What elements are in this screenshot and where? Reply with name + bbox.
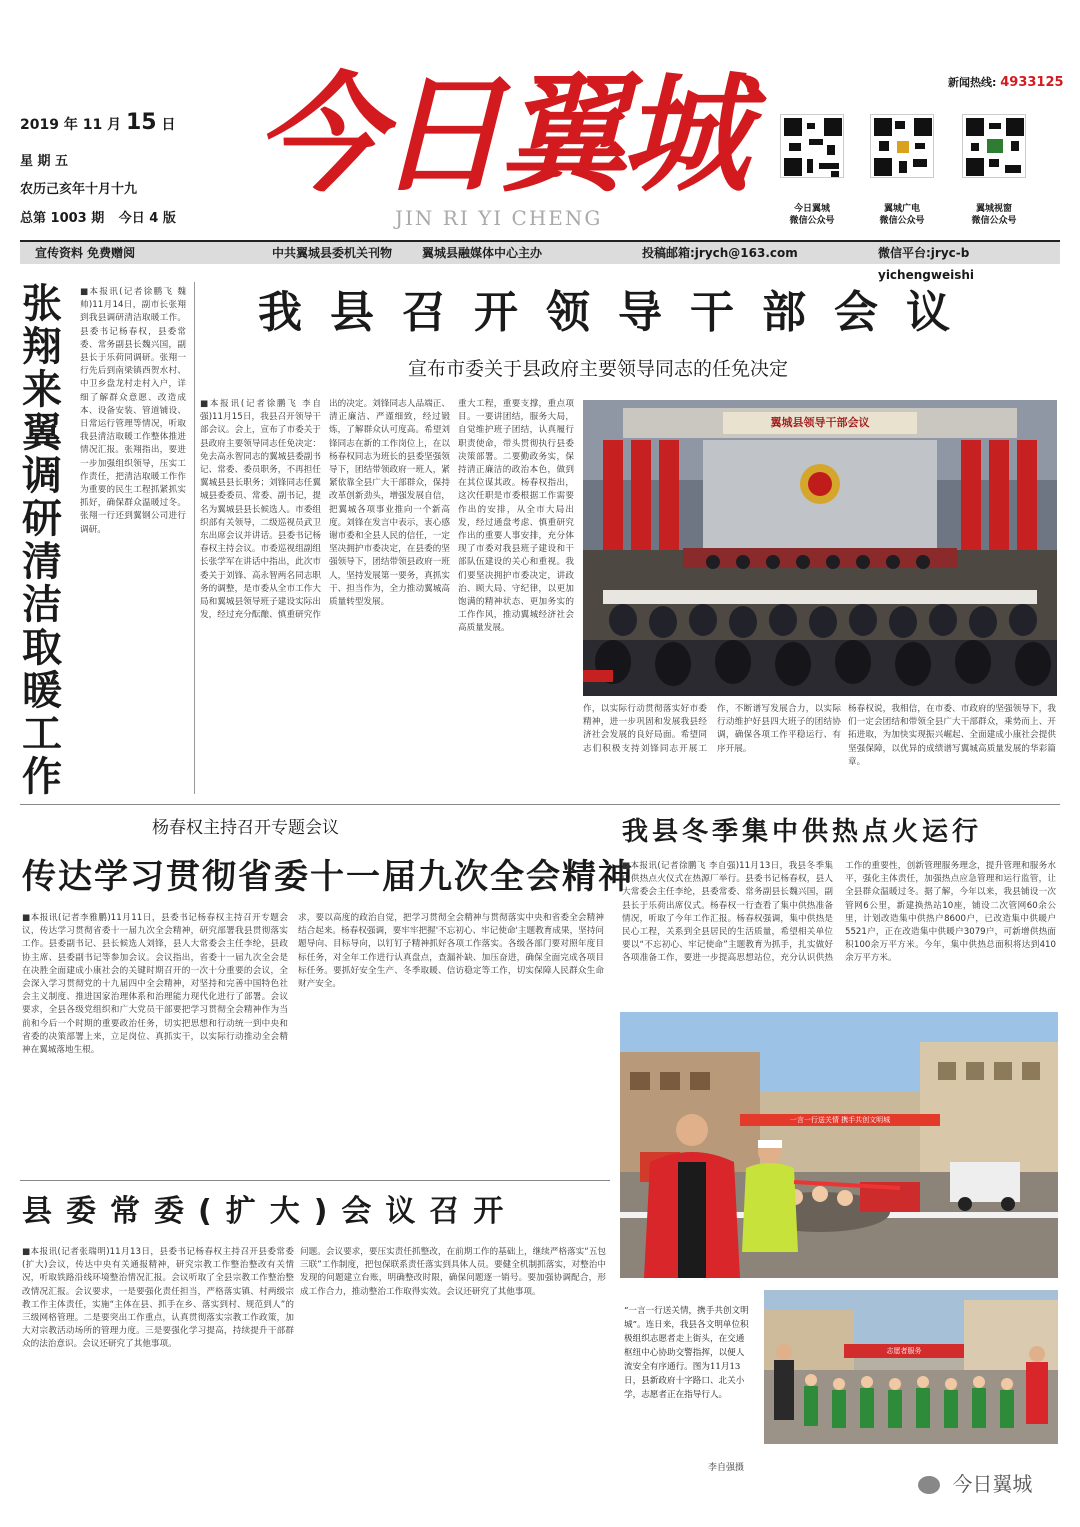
lead-subheadline: 宣布市委关于县政府主要领导同志的任免决定	[408, 358, 789, 380]
qr-label-2	[866, 203, 938, 227]
band-sponsor: 中共翼城县委机关刊物	[272, 246, 393, 260]
standing-body-right: 问题。会议要求，要压实责任抓整改，在前期工作的基础上，继续严格落实“五包三联”工作制度，把包保联系责任落实到具体人员。要健全机制抓落实，对整治中发现的问题建立台账，明确整改时限，确保问题逐一销号。要加强协调配合，形成工作合力，推动整治工作取得实效。会议还研究了其他事项。	[300, 1247, 606, 1297]
date-day: 15	[125, 110, 157, 135]
heating-body: ■本报讯(记者徐鹏飞 李自强)11月13日，我县冬季集中供热点火仪式在热源厂举行。县委书记杨春权，县人大常委会主任李纶，县委常委、常务副县长魏兴国，副县长于乐荷出席仪式。杨春权一行查看了集中供热准备情况，听取了今年工作汇报。杨春权强调，集中供热是民心工程，关系到全县居民的生活质量，希望相关单位要以“不忘初心、牢记使命”主题教育为抓手，扎实做好各项准备工作，要进一步提高思想站位，充分认识供热工作的重要性，创新管理服务理念，提升管理和服务水平，强化主体责任，加强热点应急管理和运行监管，让全县群众温暖过冬。据了解，今年以来，我县铺设一次管网6公里，新建换热站10座，铺设二次管网60余公里，计划改造集中供热户8600户，已改造集中供暖户5521户，正在改造集中供暖户3079户，可新增供热面积100余万平方米。今年，集中供热总面积将达到410余万平方米。	[622, 861, 1056, 964]
plaza-photo-graphic	[620, 1012, 1058, 1278]
lead-headline: 我县召开领导干部会议	[258, 287, 978, 338]
date-prefix: 2019 年 11 月	[20, 117, 122, 133]
qr-label-1	[776, 203, 848, 227]
issue-number: 总第 1003 期	[20, 211, 105, 226]
crowd-photo-graphic	[764, 1290, 1058, 1444]
date-line	[20, 110, 175, 135]
section-rule-2	[20, 1180, 610, 1181]
column-divider	[194, 282, 195, 794]
meeting-photo-banner: 翼城县领导干部会议	[770, 416, 870, 429]
standing-headline: 县委常委(扩大)会议召开	[22, 1194, 518, 1229]
band-email: 投稿邮箱:jrych@163.com	[642, 246, 798, 260]
plaza-photo	[620, 1012, 1058, 1278]
plenary-body-left: ■本报讯(记者李雅鹏)11月11日，县委书记杨春权主持召开专题会议，传达学习贯彻省委十一届九次全会精神，研究部署我县贯彻落实工作。县委副书记、县长候选人刘锋，县人大常委会主任李纶，县政协主席、县委副书记等参加会议。会议指出，省委十一届九次全会是在决胜全面建成小康社会的关键时期召开的一次十分重要的会议，全会深入学习贯彻党的十九届四中全会精神，对坚持和完善中国特色社会主义制度、推进国家治理体系和治理能力现代化进行了部署。会议要求，全县各级党组织和广大党员干部要把学习贯彻全会精神作为当前和今后一个时期的重要政治任务，切实把思想和行动统一到中央和省委的决策部署上来，立足岗位、真抓实干，以实际行动推动全会精神在翼城落地生根。	[22, 913, 288, 1056]
lead-body-mid: 重大工程，重要支撑，重点项目。一要讲团结，服务大局，自觉维护班子团结，认真履行职责使命，带头贯彻执行县委决策部署。二要勤政务实，保持清正廉洁的政治本色，做到在其位谋其政。杨春权指出，这次任职是市委根据工作需要作出的安排，从全市大局出发，经过通盘考虑、慎重研究作出的重要人事安排，充分体现了市委对我县班子建设和干部队伍建设的关心和重视。我们要坚决拥护市委决定，讲政治、顾大局、守纪律，以更加饱满的精神状态、更加务实的工作作风，推动翼城经济社会高质量发展。	[458, 399, 574, 634]
plenary-kicker: 杨春权主持召开专题会议	[152, 818, 339, 838]
photo-credit: 李自强摄	[708, 1463, 745, 1473]
band-free-copy: 宣传资料 免费赠阅	[35, 246, 136, 260]
weekday: 星 期 五	[20, 154, 69, 169]
heating-headline: 我县冬季集中供热点火运行	[622, 817, 983, 847]
band-wechat: 微信平台:jryc-b yichengweishi	[878, 246, 974, 282]
standing-body-left: ■本报讯(记者张瑞明)11月13日，县委书记杨春权主持召开县委常委(扩大)会议，传达中央有关通报精神，研究宗教工作整治整改有关情况，听取铁路沿线环境整治情况汇报。会议听取了全县宗教工作整治整改情况汇报。会议要求，一是要强化责任担当，严格落实镇、村两级宗教工作主体责任，实施“主体在县、抓手在乡、落实到村、规范到人”的三级网格管理。二是要突出工作重点，认真贯彻落实宗教工作政策，加大对宗教活动场所的管理力度。三是要强化学习提高，持续提升干部群众的法治意识。会议还研究了其他事项。	[22, 1247, 294, 1350]
edition: 今日 4 版	[118, 211, 176, 226]
vertical-article-body: ■本报讯(记者徐鹏飞 魏帅)11月14日，副市长张翔到我县调研清洁取暖工作。县委书记杨春权，县委常委、常务副县长魏兴国，副县长于乐荷同调研。张翔一行先后到南梁镇西贺水村、中卫乡盘龙村走村入户，详细了解群众意愿、改造成本、设备安装、管道铺设、日常运行管理等情况，听取我县清洁取暖工作整体推进情况汇报。张翔指出，要进一步加强组织领导，压实工作责任，把清洁取暖工作作为重要的民生工程抓紧抓实抓好，确保群众温暖过冬。张翔一行还到翼钢公司进行调研。	[80, 287, 186, 535]
photo-caption: “一言一行送关情，携手共创文明城”。连日来，我县各文明单位积极组织志愿者走上街头，在交通枢纽中心协助交警指挥，以便人流安全有序通行。图为11月13日，县新政府十字路口、北关小学，志愿者正在指导行人。	[624, 1306, 749, 1400]
qr-label-2-name: 翼城广电	[883, 204, 920, 214]
meeting-photo	[583, 400, 1057, 696]
plaza-banner: 一言一行送关情 携手共创文明城	[789, 1116, 891, 1124]
qr-label-3-sub: 微信公众号	[971, 216, 1017, 226]
masthead: 今日翼城	[255, 60, 744, 210]
meeting-photo-graphic	[583, 400, 1057, 696]
wechat-icon	[918, 1476, 940, 1494]
qr-label-1-sub: 微信公众号	[789, 216, 835, 226]
plenary-body-right: 求，要以高度的政治自觉，把学习贯彻全会精神与贯彻落实中央和省委全会精神结合起来。杨春权强调，要牢牢把握'不忘初心、牢记使命'主题教育成果，坚持问题导向、目标导向，以钉钉子精神抓好各项工作落实。各级各部门要对照年度目标任务，对全年工作进行认真盘点，查漏补缺、加压奋进，确保全面完成各项目标任务。要抓好安全生产、冬季取暖、信访稳定等工作，切实保障人民群众生命财产安全。	[298, 913, 604, 990]
vertical-headline: 张翔来翼调研清洁取暖工作	[22, 280, 62, 800]
qr-label-1-name: 今日翼城	[793, 204, 830, 214]
qr-label-3	[958, 203, 1030, 227]
watermark-text: 今日翼城	[952, 1472, 1033, 1496]
plenary-headline: 传达学习贯彻省委十一届九次全会精神	[22, 857, 634, 897]
lunar-date: 农历己亥年十月十九	[20, 182, 138, 197]
hotline-label: 新闻热线:	[948, 76, 997, 89]
date-suffix: 日	[161, 117, 176, 133]
issue-info	[20, 207, 176, 226]
lead-body-bottom-a: 作，以实际行动贯彻落实好市委精神，进一步巩固和发展我县经济社会发展的良好局面。希望同志们积极支持刘锋同志开展工作，不断谱写发展合力，以实际行动维护好县四大班子的团结协调，确保各项工作平稳运行、有序开展。	[583, 704, 841, 754]
crowd-banner: 志愿者服务	[886, 1347, 922, 1355]
hotline-number: 4933125	[1000, 75, 1064, 90]
hotline	[948, 74, 1064, 90]
info-band	[20, 240, 1060, 282]
qr-code-jinriyicheng	[780, 114, 844, 178]
band-host: 翼城县融媒体中心主办	[422, 246, 543, 260]
lead-body-bottom-b: 杨春权说，我相信，在市委、市政府的坚强领导下，我们一定会团结和带领全县广大干部群众，乘势而上、开拓进取，为加快实现振兴崛起、全面建成小康社会提供坚强保障，以优异的成绩谱写翼城高质量发展的华彩篇章。	[848, 704, 1056, 767]
lead-body-left: ■本报讯(记者徐鹏飞 李自强)11月15日，我县召开领导干部会议。会上，宣布了市委关于县政府主要领导同志任免决定：免去高永智同志的翼城县委副书记、常委、委员职务，不再担任翼城县县长职务；刘锋同志任翼城县委委员、常委、副书记，提名为翼城县县长候选人。市委组织部有关领导，二级巡视员武卫东出席会议并讲话。县委书记杨春权主持会议。市委巡视组副组长张学军在讲话中指出，此次市委关于刘锋、高永智两名同志职务的调整，是市委从全市工作大局和翼城县领导班子建设实际出发，经过充分酝酿、慎重研究作出的决定。刘锋同志人品端正、清正廉洁、严谨细致，经过锻炼，了解群众认可度高。希望刘锋同志在新的工作岗位上，在以杨春权同志为班长的县委坚强领导下，团结带领政府一班人，紧紧依靠全县广大干部群众，保持改革创新劲头，增强发展自信，把翼城各项事业推向一个新高度。刘锋在发言中表示，衷心感谢市委和全县人民的信任，一定坚决拥护市委决定，在县委的坚强领导下，团结带领县政府一班人，坚持发展第一要务，真抓实干、担当作为，全力推动翼城高质量转型发展。	[200, 399, 450, 621]
qr-code-yichengshichuang	[962, 114, 1026, 178]
wechat-watermark	[918, 1468, 1032, 1497]
masthead-pinyin: JIN RI YI CHENG	[395, 206, 603, 230]
section-rule-1	[20, 804, 1060, 805]
qr-label-2-sub: 微信公众号	[879, 216, 925, 226]
crowd-photo	[764, 1290, 1058, 1444]
qr-label-3-name: 翼城视窗	[975, 204, 1012, 214]
qr-code-yichengguangdian	[870, 114, 934, 178]
